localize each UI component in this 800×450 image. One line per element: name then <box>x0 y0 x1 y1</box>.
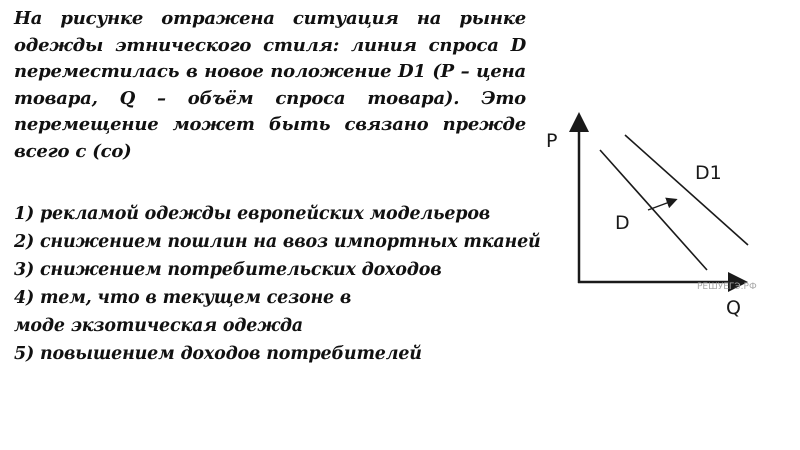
answer-options <box>14 200 541 368</box>
curve-d-label: D <box>615 212 630 234</box>
demand-shift-graph <box>535 105 775 330</box>
curve-d1-label: D1 <box>695 162 722 184</box>
quantity-axis-label: Q <box>726 297 741 319</box>
shift-arrow <box>648 200 675 210</box>
answer-option-4: 4) тем, что в текущем сезоне в моде экзотическая одежда <box>14 288 352 336</box>
answer-option-1: 1) рекламой одежды европейских модельеров <box>14 204 491 224</box>
watermark-text: РЕШУЕГЭ.РФ <box>697 282 757 292</box>
answer-option-2: 2) снижением пошлин на ввоз импортных тканей <box>14 232 541 252</box>
demand-graph-svg <box>535 105 775 330</box>
price-axis-label: P <box>546 130 558 152</box>
answer-option-5: 5) повышением доходов потребителей <box>14 344 422 364</box>
demand-curve-d1 <box>625 135 748 245</box>
demand-curve-d <box>600 150 707 270</box>
answer-option-3: 3) снижением потребительских доходов <box>14 260 442 280</box>
question-text: На рисунке отражена ситуация на рынке одежды этнического стиля: линия спроса D переместилась в новое положение D1 (P – цена товара, Q – объём спроса товара). Это перемещение может быть связано прежде всего с (со) <box>14 8 526 162</box>
